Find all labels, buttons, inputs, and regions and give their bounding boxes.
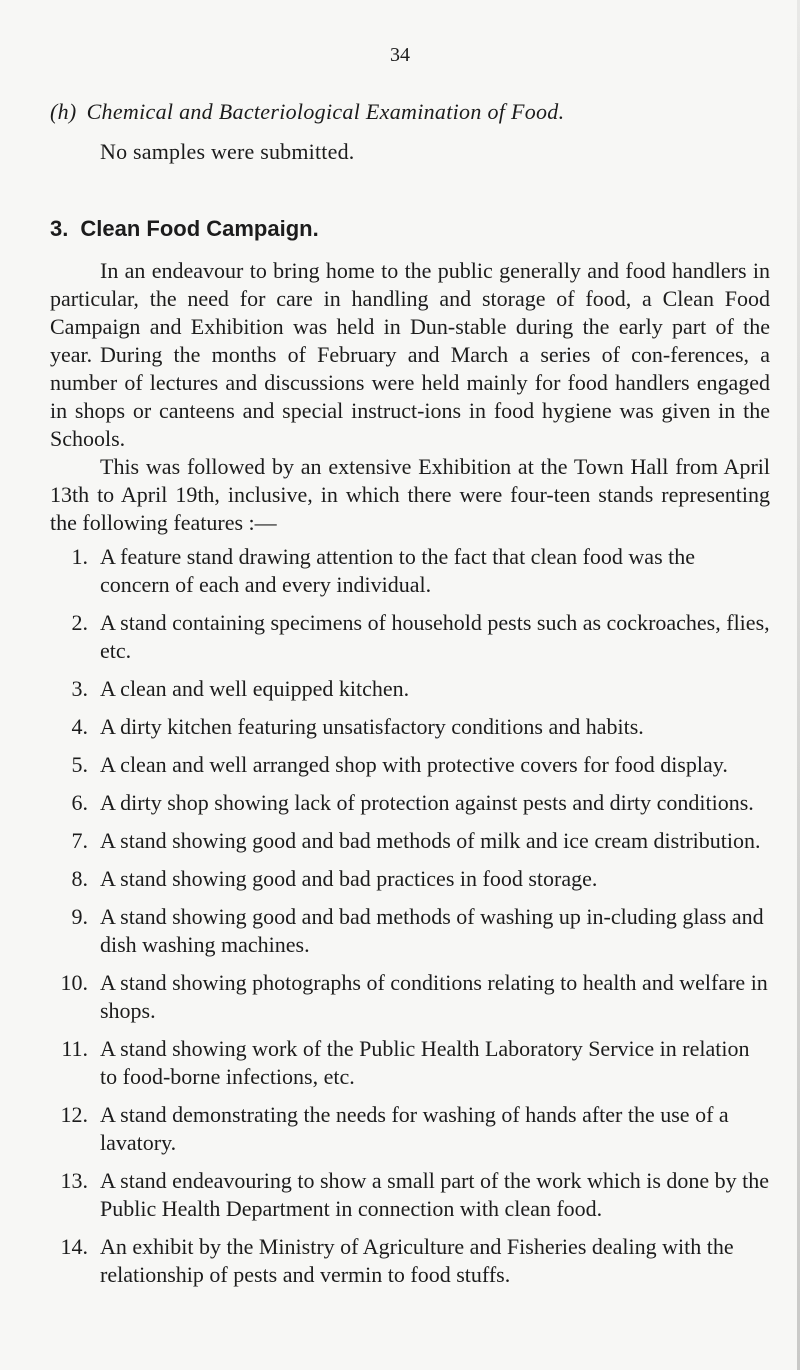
list-item-text: A stand demonstrating the needs for washing of hands after the use of a lavatory. [100,1102,729,1155]
list-item [50,713,770,741]
list-item [50,1233,770,1289]
list-item-number: 8. [71,866,88,891]
list-item-text: An exhibit by the Ministry of Agriculture and Fisheries dealing with the relationship of pests and vermin to food stuffs. [100,1234,734,1287]
list-item-text: A dirty kitchen featuring unsatisfactory conditions and habits. [100,714,644,739]
list-item-number: 6. [71,790,88,815]
paragraph-exhibition: This was followed by an extensive Exhibition at the Town Hall from April 13th to April 19th, inclusive, in which there were four-teen stands representing the following features :— [50,454,770,535]
list-item-number: 5. [71,752,88,777]
no-samples-note: No samples were submitted. [100,139,355,164]
list-item-text: A dirty shop showing lack of protection against pests and dirty conditions. [100,790,754,815]
paragraph-intro: In an endeavour to bring home to the public generally and food handlers in particular, the need for care in handling and storage of food, a Clean Food Campaign and Exhibition was held in Dun-stable during the early part of the year. [50,258,770,367]
list-item [50,969,770,1025]
section-title: Clean Food Campaign. [80,216,319,241]
list-item-number: 4. [71,714,88,739]
list-item-text: A stand endeavouring to show a small part of the work which is done by the Public Health Department in connection with clean food. [100,1168,770,1221]
list-item [50,675,770,703]
list-item-number: 14. [60,1234,88,1259]
list-item-text: A stand showing photographs of conditions relating to health and welfare in shops. [100,970,768,1023]
subsection-title: Chemical and Bacteriological Examination of Food. [86,99,565,124]
list-item-number: 11. [61,1036,88,1061]
list-item [50,1101,770,1157]
list-item [50,865,770,893]
list-item-number: 1. [71,544,88,569]
section-heading [50,216,319,242]
list-item-text: A stand showing good and bad practices in food storage. [100,866,598,891]
section-number: 3. [50,216,69,241]
list-item-text: A stand containing specimens of household pests such as cockroaches, flies, etc. [100,610,770,663]
subsection-marker: (h) [50,99,77,124]
list-item-text: A clean and well arranged shop with protective covers for food display. [100,752,728,777]
list-item [50,751,770,779]
feature-stand-list [50,543,770,1299]
paragraph-conferences: During the months of February and March a series of con-ferences, a number of lectures and discussions were held mainly for food handlers engaged in shops or canteens and special instruct-ions in food hygiene was given in the Schools. [50,342,770,451]
list-item-number: 2. [71,610,88,635]
list-item [50,609,770,665]
list-item-text: A feature stand drawing attention to the fact that clean food was the concern of each and every individual. [100,544,696,597]
list-item [50,903,770,959]
list-item [50,789,770,817]
list-item [50,1167,770,1223]
list-item-text: A stand showing work of the Public Health Laboratory Service in relation to food-borne infections, etc. [100,1036,750,1089]
page-number: 34 [390,44,410,66]
list-item-number: 12. [60,1102,88,1127]
list-item-text: A stand showing good and bad methods of washing up in-cluding glass and dish washing machines. [100,904,764,957]
list-item [50,543,770,599]
subsection-heading [50,99,564,125]
list-item-text: A clean and well equipped kitchen. [100,676,410,701]
list-item-number: 9. [71,904,88,929]
list-item-number: 10. [60,970,88,995]
list-item [50,827,770,855]
list-item-number: 7. [71,828,88,853]
list-item [50,1035,770,1091]
list-item-number: 13. [60,1168,88,1193]
list-item-number: 3. [71,676,88,701]
list-item-text: A stand showing good and bad methods of milk and ice cream distribution. [100,828,761,853]
